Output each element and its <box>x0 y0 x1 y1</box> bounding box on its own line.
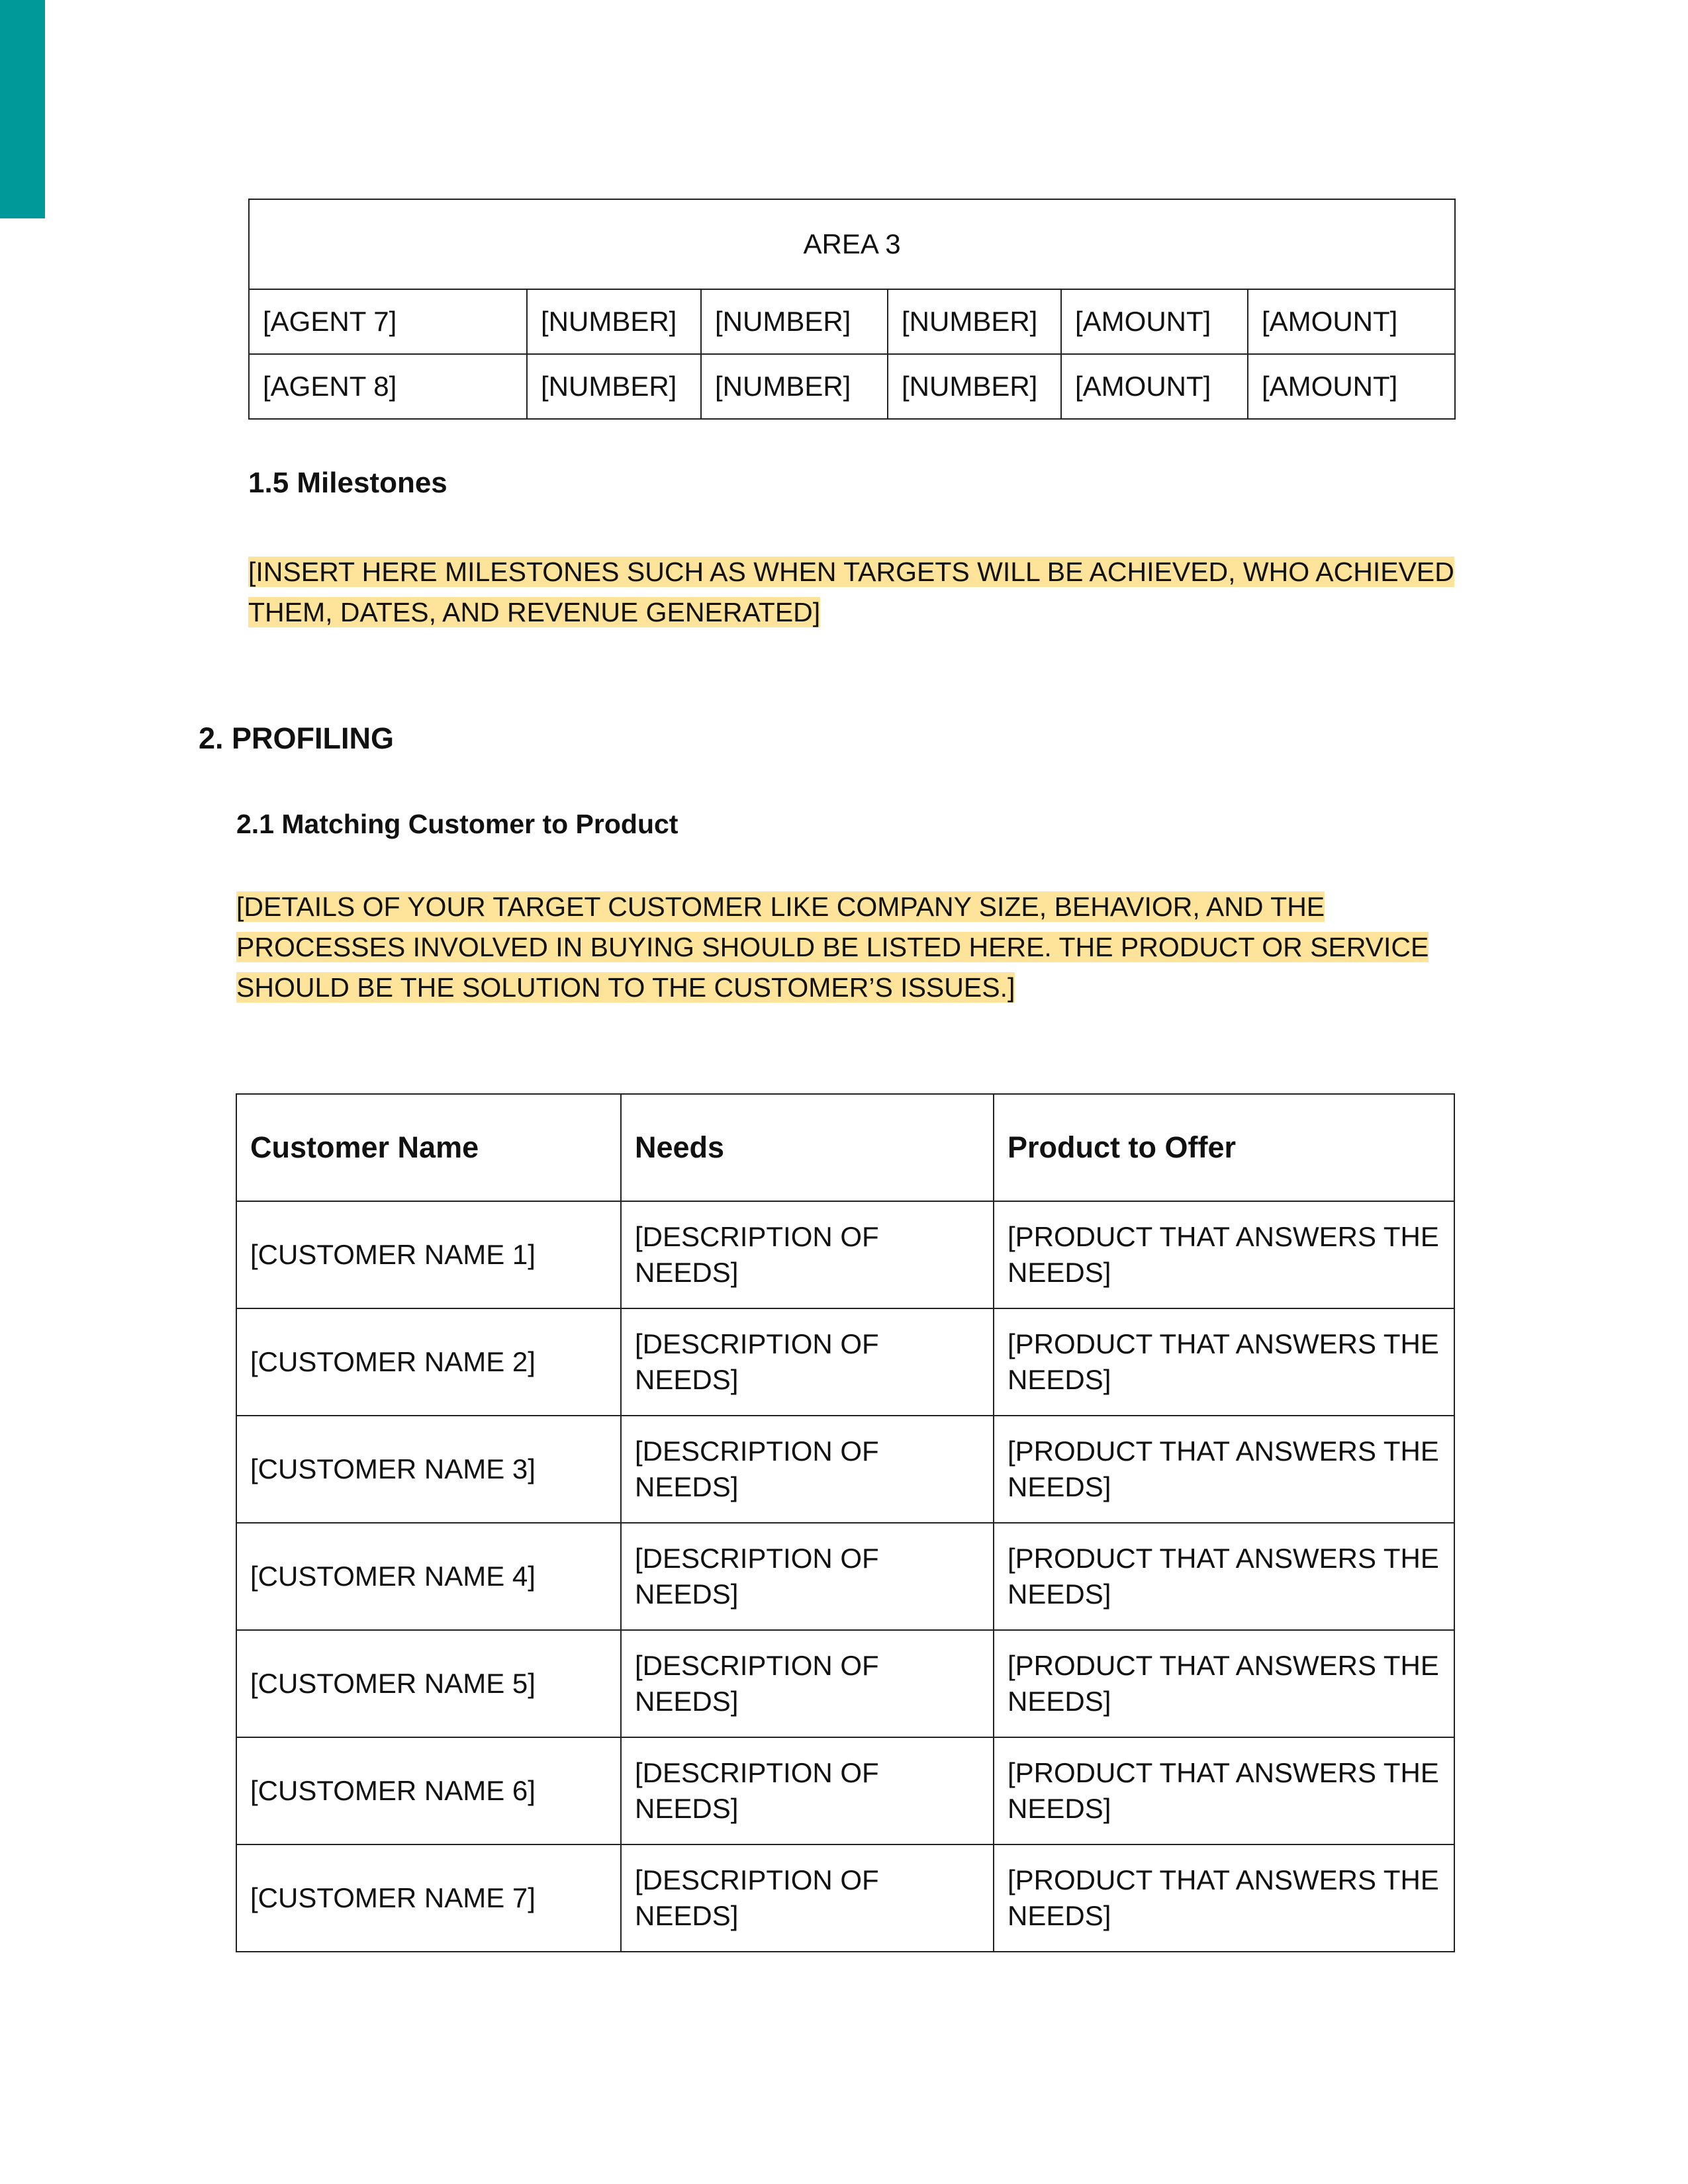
customer-name-cell: [CUSTOMER NAME 7] <box>236 1844 621 1952</box>
amount-cell: [AMOUNT] <box>1061 354 1248 419</box>
product-cell: [PRODUCT THAT ANSWERS THE NEEDS] <box>994 1630 1454 1737</box>
customer-product-table <box>236 1093 1455 1952</box>
product-to-offer-header: Product to Offer <box>994 1094 1454 1201</box>
product-cell: [PRODUCT THAT ANSWERS THE NEEDS] <box>994 1308 1454 1416</box>
table-row <box>236 1630 1454 1737</box>
area-row <box>249 289 1455 354</box>
amount-cell: [AMOUNT] <box>1061 289 1248 354</box>
needs-cell: [DESCRIPTION OF NEEDS] <box>621 1308 994 1416</box>
needs-cell: [DESCRIPTION OF NEEDS] <box>621 1523 994 1630</box>
needs-cell: [DESCRIPTION OF NEEDS] <box>621 1844 994 1952</box>
customer-name-cell: [CUSTOMER NAME 3] <box>236 1416 621 1523</box>
profiling-heading: 2. PROFILING <box>199 721 395 755</box>
milestones-heading: 1.5 Milestones <box>248 467 447 499</box>
customer-name-cell: [CUSTOMER NAME 5] <box>236 1630 621 1737</box>
needs-header: Needs <box>621 1094 994 1201</box>
customer-name-cell: [CUSTOMER NAME 4] <box>236 1523 621 1630</box>
product-cell: [PRODUCT THAT ANSWERS THE NEEDS] <box>994 1523 1454 1630</box>
number-cell: [NUMBER] <box>527 289 701 354</box>
needs-cell: [DESCRIPTION OF NEEDS] <box>621 1630 994 1737</box>
agent-name-cell: [AGENT 7] <box>249 289 527 354</box>
table-row <box>236 1523 1454 1630</box>
product-cell: [PRODUCT THAT ANSWERS THE NEEDS] <box>994 1416 1454 1523</box>
milestones-placeholder-text: [INSERT HERE MILESTONES SUCH AS WHEN TARGETS WILL BE ACHIEVED, WHO ACHIEVED THEM, DATES, AND REVENUE GENERATED] <box>248 557 1454 627</box>
table-header-row <box>236 1094 1454 1201</box>
area-table <box>248 199 1456 420</box>
product-cell: [PRODUCT THAT ANSWERS THE NEEDS] <box>994 1201 1454 1308</box>
table-row <box>236 1737 1454 1844</box>
accent-bar <box>0 0 45 218</box>
table-row <box>236 1844 1454 1952</box>
number-cell: [NUMBER] <box>888 289 1061 354</box>
customer-name-cell: [CUSTOMER NAME 6] <box>236 1737 621 1844</box>
number-cell: [NUMBER] <box>888 354 1061 419</box>
table-row <box>236 1201 1454 1308</box>
customer-name-header: Customer Name <box>236 1094 621 1201</box>
customer-details-placeholder[interactable] <box>236 887 1441 1008</box>
number-cell: [NUMBER] <box>701 354 888 419</box>
table-row <box>236 1308 1454 1416</box>
customer-details-placeholder-text: [DETAILS OF YOUR TARGET CUSTOMER LIKE COMPANY SIZE, BEHAVIOR, AND THE PROCESSES INVOLVED IN BUYING SHOULD BE LISTED HERE. THE PRODUCT OR SERVICE SHOULD BE THE SOLUTION TO THE CUSTOMER’S ISSUES.] <box>236 891 1429 1003</box>
area-title-row <box>249 199 1455 289</box>
milestones-placeholder[interactable] <box>248 552 1466 633</box>
customer-name-cell: [CUSTOMER NAME 2] <box>236 1308 621 1416</box>
number-cell: [NUMBER] <box>701 289 888 354</box>
needs-cell: [DESCRIPTION OF NEEDS] <box>621 1201 994 1308</box>
area-row <box>249 354 1455 419</box>
number-cell: [NUMBER] <box>527 354 701 419</box>
amount-cell: [AMOUNT] <box>1248 354 1455 419</box>
needs-cell: [DESCRIPTION OF NEEDS] <box>621 1416 994 1523</box>
matching-subheading: 2.1 Matching Customer to Product <box>236 809 679 839</box>
agent-name-cell: [AGENT 8] <box>249 354 527 419</box>
customer-name-cell: [CUSTOMER NAME 1] <box>236 1201 621 1308</box>
amount-cell: [AMOUNT] <box>1248 289 1455 354</box>
table-row <box>236 1416 1454 1523</box>
product-cell: [PRODUCT THAT ANSWERS THE NEEDS] <box>994 1737 1454 1844</box>
area-title: AREA 3 <box>249 199 1455 289</box>
product-cell: [PRODUCT THAT ANSWERS THE NEEDS] <box>994 1844 1454 1952</box>
needs-cell: [DESCRIPTION OF NEEDS] <box>621 1737 994 1844</box>
